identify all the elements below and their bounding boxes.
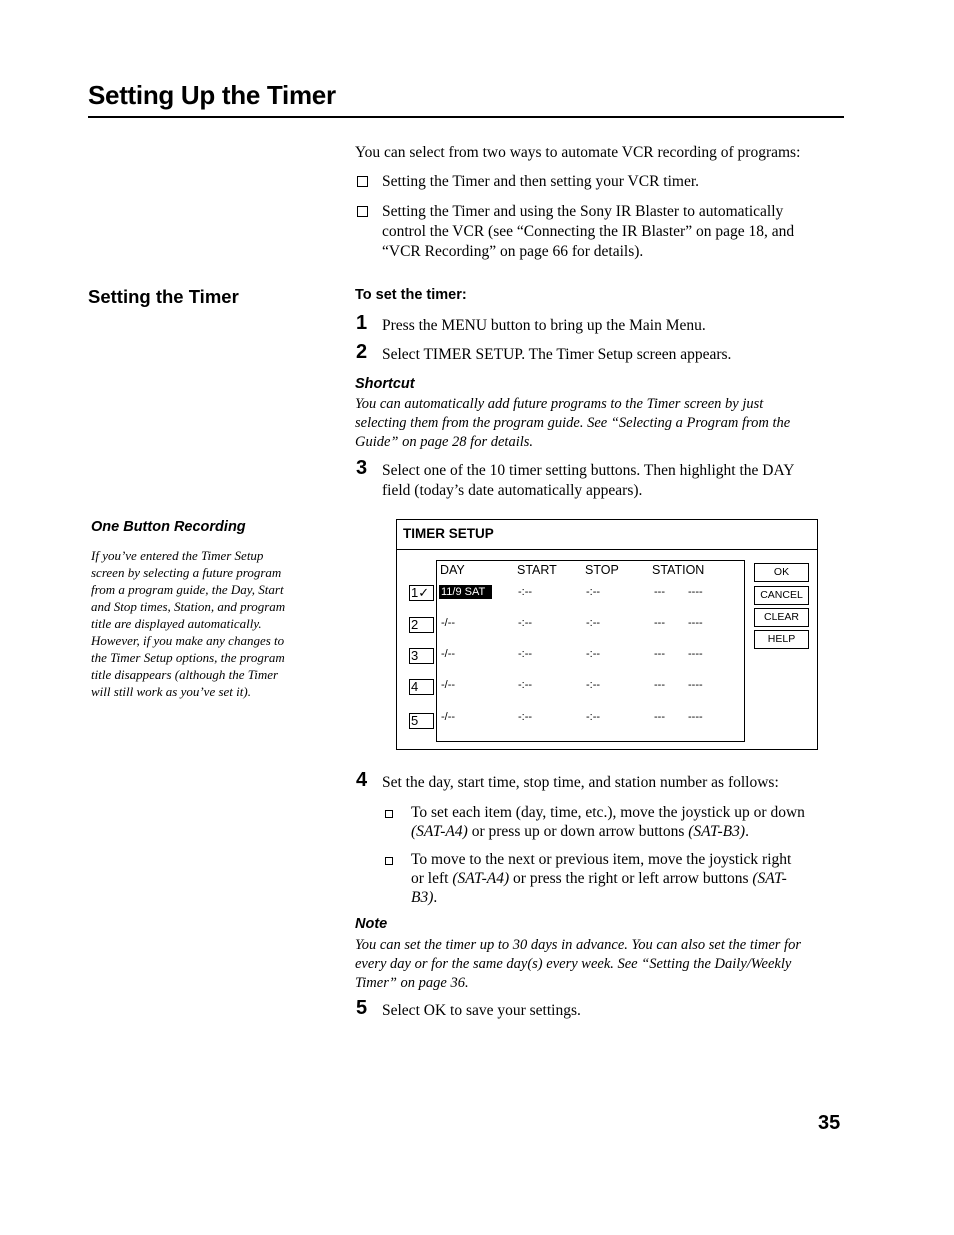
note-label: Note [355, 916, 388, 932]
title-rule [88, 116, 844, 118]
timer-row-button[interactable]: 3 [409, 648, 434, 664]
step4-bullet-1: To set each item (day, time, etc.), move the joystick up or down (SAT-A4) or press up or down arrow buttons (SAT-B3). [411, 804, 805, 840]
day-field-selected[interactable]: 11/9 SAT [439, 585, 492, 599]
step-number: 2 [356, 341, 368, 363]
column-header-start: START [517, 563, 557, 577]
timer-row-button[interactable]: 5 [409, 713, 434, 729]
step-text: Select OK to save your settings. [382, 1002, 581, 1019]
start-field[interactable]: -:-- [518, 648, 533, 660]
bullet-box-icon [385, 810, 393, 818]
station-name-field[interactable]: ---- [688, 586, 703, 598]
step-text: Press the MENU button to bring up the Main Menu. [382, 317, 706, 334]
stop-field[interactable]: -:-- [586, 586, 601, 598]
start-field[interactable]: -:-- [518, 586, 533, 598]
step-number: 5 [356, 997, 368, 1019]
step-number: 1 [356, 312, 368, 334]
column-header-station: STATION [652, 563, 705, 577]
subheading: To set the timer: [355, 287, 467, 303]
timer-row-button[interactable]: 1✓ [409, 585, 434, 601]
stop-field[interactable]: -:-- [586, 617, 601, 629]
column-header-stop: STOP [585, 563, 619, 577]
start-field[interactable]: -:-- [518, 617, 533, 629]
day-field[interactable]: -/-- [441, 711, 456, 723]
station-field[interactable]: --- [654, 648, 665, 660]
start-field[interactable]: -:-- [518, 711, 533, 723]
bullet-box-icon [385, 857, 393, 865]
step-number: 4 [356, 769, 368, 791]
timer-row-button[interactable]: 4 [409, 679, 434, 695]
timer-header-divider [396, 549, 818, 550]
stop-field[interactable]: -:-- [586, 648, 601, 660]
column-header-day: DAY [440, 563, 465, 577]
step4-bullet-2: To move to the next or previous item, move the joystick right or left (SAT-A4) or press the right or left arrow buttons (SAT- B3). [411, 851, 792, 906]
timer-setup-title: TIMER SETUP [403, 526, 494, 541]
section-heading: Setting the Timer [88, 286, 239, 307]
station-field[interactable]: --- [654, 586, 665, 598]
page-title: Setting Up the Timer [88, 80, 336, 110]
station-name-field[interactable]: ---- [688, 617, 703, 629]
step-text: Set the day, start time, stop time, and station number as follows: [382, 774, 779, 791]
day-field[interactable]: -/-- [441, 617, 456, 629]
day-field[interactable]: -/-- [441, 648, 456, 660]
shortcut-label: Shortcut [355, 376, 415, 392]
ok-button[interactable]: OK [754, 563, 809, 582]
cancel-button[interactable]: CANCEL [754, 586, 809, 605]
stop-field[interactable]: -:-- [586, 711, 601, 723]
station-field[interactable]: --- [654, 679, 665, 691]
start-field[interactable]: -:-- [518, 679, 533, 691]
intro-bullet-1: Setting the Timer and then setting your VCR timer. [382, 173, 700, 190]
clear-button[interactable]: CLEAR [754, 608, 809, 627]
step-text: Select TIMER SETUP. The Timer Setup screen appears. [382, 346, 732, 363]
page-number: 35 [818, 1112, 841, 1134]
timer-row-button[interactable]: 2 [409, 617, 434, 633]
sidebar-heading: One Button Recording [91, 519, 246, 535]
shortcut-text: You can automatically add future programs to the Timer screen by just selecting them from the program guide. See “Selecting a Program from the Guide” on page 28 for details. [355, 396, 791, 450]
station-name-field[interactable]: ---- [688, 648, 703, 660]
bullet-box-icon [357, 176, 368, 187]
intro-bullet-2: Setting the Timer and using the Sony IR Blaster to automatically control the VCR (see “Connecting the IR Blaster” on page 18, and “VCR Recording” on page 66 for details). [382, 203, 795, 260]
note-text: You can set the timer up to 30 days in advance. You can also set the timer for every day or for the same day(s) every week. See “Setting the Daily/Weekly Timer” on page 36. [355, 937, 801, 991]
bullet-box-icon [357, 206, 368, 217]
day-field[interactable]: -/-- [441, 679, 456, 691]
intro-text: You can select from two ways to automate VCR recording of programs: [355, 144, 801, 161]
step-text: Select one of the 10 timer setting buttons. Then highlight the DAY field (today’s date automatically appears). [382, 462, 795, 499]
station-name-field[interactable]: ---- [688, 711, 703, 723]
step-number: 3 [356, 457, 368, 479]
station-name-field[interactable]: ---- [688, 679, 703, 691]
sidebar-text: If you’ve entered the Timer Setup screen by selecting a future program from a program guide, the Day, Start and Stop times, Station, and program title are displayed automatically. However, if you make any changes to the Timer Setup options, the program title disappears (although the Timer will still work as you’ve set it). [91, 548, 286, 699]
station-field[interactable]: --- [654, 617, 665, 629]
station-field[interactable]: --- [654, 711, 665, 723]
help-button[interactable]: HELP [754, 630, 809, 649]
stop-field[interactable]: -:-- [586, 679, 601, 691]
